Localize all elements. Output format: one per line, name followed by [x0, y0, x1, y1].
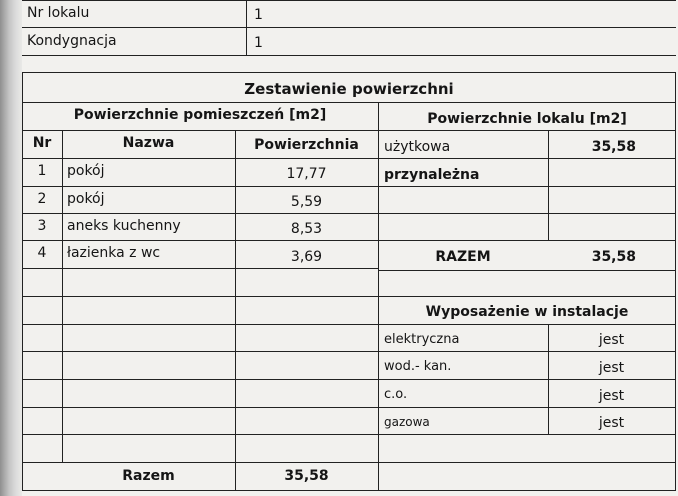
grid-line: [22, 27, 676, 28]
grid-line: [378, 186, 676, 187]
grid-line: [22, 186, 378, 187]
installation-label: elektryczna: [384, 332, 460, 347]
installations-heading: Wyposażenie w instalacje: [425, 304, 629, 320]
room-area: 3,69: [290, 249, 323, 265]
unit-total-value: 35,58: [591, 249, 636, 265]
grid-line: [22, 434, 676, 435]
installation-label: c.o.: [384, 387, 408, 402]
grid-line: [22, 324, 676, 325]
grid-line: [62, 130, 63, 462]
grid-line: [22, 130, 676, 131]
installation-value: jest: [598, 415, 625, 431]
installation-value: jest: [598, 388, 625, 404]
col-header-name: Nazwa: [122, 135, 175, 151]
scan-shadow-edge: [0, 0, 22, 496]
unit-total-label: RAZEM: [435, 249, 491, 265]
room-nr: 3: [37, 218, 47, 234]
grid-line: [378, 213, 676, 214]
room-nr: 2: [37, 191, 47, 207]
storey-label: Kondygnacja: [27, 33, 117, 49]
grid-line: [22, 72, 676, 73]
grid-line: [22, 0, 676, 1]
room-name: pokój: [67, 191, 105, 207]
grid-line: [22, 490, 676, 491]
room-name: pokój: [67, 163, 105, 179]
grid-line: [22, 102, 676, 103]
rooms-heading: Powierzchnie pomieszczeń [m2]: [73, 107, 327, 123]
rooms-total-value: 35,58: [284, 468, 329, 484]
grid-line: [22, 351, 676, 352]
grid-line: [22, 55, 676, 56]
col-header-nr: Nr: [32, 135, 52, 151]
room-nr: 1: [37, 163, 47, 179]
room-name: łazienka z wc: [67, 245, 161, 261]
grid-line: [246, 0, 247, 55]
installation-label: gazowa: [384, 415, 430, 429]
grid-line: [22, 268, 378, 269]
grid-line: [22, 407, 676, 408]
floor-number-value: 1: [254, 7, 263, 23]
grid-line: [22, 72, 23, 490]
room-area: 5,59: [290, 194, 323, 210]
room-area: 8,53: [290, 221, 323, 237]
grid-line: [22, 240, 676, 241]
grid-line: [378, 270, 676, 271]
unit-areas-heading: Powierzchnie lokalu [m2]: [427, 111, 627, 127]
grid-line: [22, 158, 676, 159]
room-name: aneks kuchenny: [67, 218, 181, 234]
summary-title: Zestawienie powierzchni: [244, 80, 454, 98]
rooms-total-label: Razem: [122, 468, 175, 484]
room-area: 17,77: [286, 166, 327, 182]
usable-area-value: 35,58: [591, 139, 636, 155]
grid-line: [22, 462, 676, 463]
installation-value: jest: [598, 360, 625, 376]
usable-area-label: użytkowa: [384, 139, 451, 155]
grid-line: [675, 72, 676, 490]
installation-label: wod.- kan.: [384, 359, 452, 374]
installation-value: jest: [598, 332, 625, 348]
auxiliary-area-label: przynależna: [384, 167, 480, 183]
room-nr: 4: [37, 245, 47, 261]
floor-number-label: Nr lokalu: [27, 5, 90, 21]
col-header-area: Powierzchnia: [254, 137, 359, 153]
grid-line: [235, 130, 236, 490]
grid-line: [22, 296, 676, 297]
grid-line: [378, 102, 379, 490]
storey-value: 1: [254, 35, 263, 51]
grid-line: [22, 379, 676, 380]
grid-line: [22, 213, 378, 214]
